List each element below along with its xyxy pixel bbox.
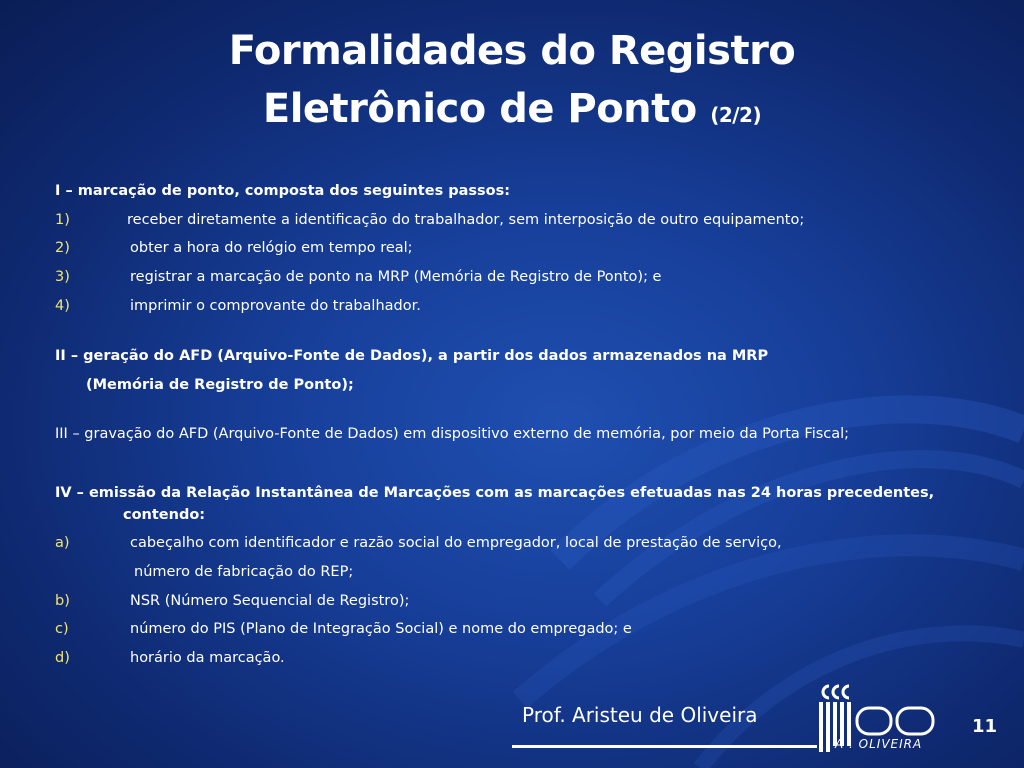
list-item (55, 267, 661, 287)
list-text: obter a hora do relógio em tempo real; (130, 240, 413, 256)
list-item (55, 533, 782, 553)
title-line-1: Formalidades do Registro (228, 28, 796, 74)
list-marker: 2) (55, 240, 70, 256)
section-i-heading: I – marcação de ponto, composta dos seguintes passos: (55, 183, 511, 199)
section-iii-line-1: III – gravação do AFD (Arquivo-Fonte de Dados) em dispositivo externo de memória, por meio da Porta Fiscal; (55, 426, 850, 442)
slide-title (0, 22, 1024, 144)
list-text: registrar a marcação de ponto na MRP (Memória de Registro de Ponto); e (130, 269, 662, 285)
section-iv-line-2: contendo: (123, 507, 206, 523)
logo-text: A . OLIVEIRA (835, 737, 923, 751)
list-text: receber diretamente a identificação do trabalhador, sem interposição de outro equipamento; (127, 212, 805, 228)
list-text: número do PIS (Plano de Integração Social) e nome do empregado; e (130, 621, 632, 637)
list-marker: 1) (55, 212, 70, 228)
list-marker: 3) (55, 269, 70, 285)
list-text: imprimir o comprovante do trabalhador. (130, 298, 421, 314)
list-item (55, 238, 413, 258)
list-marker: b) (55, 593, 70, 609)
list-item (55, 210, 804, 230)
list-text: cabeçalho com identificador e razão social do empregador, local de prestação de serviço, (130, 535, 782, 551)
section-ii-line-1: II – geração do AFD (Arquivo-Fonte de Dados), a partir dos dados armazenados na MRP (55, 348, 769, 364)
title-suffix: (2/2) (710, 103, 762, 127)
section-iv-line-1: IV – emissão da Relação Instantânea de Marcações com as marcações efetuadas nas 24 horas precedentes, (55, 485, 935, 501)
section-ii-line-2: (Memória de Registro de Ponto); (86, 377, 354, 393)
list-item (55, 619, 632, 639)
footer-divider (512, 745, 817, 748)
list-marker: a) (55, 535, 70, 551)
list-item-continuation: número de fabricação do REP; (134, 564, 354, 580)
title-line-2 (0, 80, 1024, 144)
list-marker: d) (55, 650, 70, 666)
list-marker: 4) (55, 298, 70, 314)
author-name: Prof. Aristeu de Oliveira (522, 703, 758, 727)
list-marker: c) (55, 621, 69, 637)
list-text: NSR (Número Sequencial de Registro); (130, 593, 410, 609)
list-item (55, 648, 285, 668)
list-item (55, 296, 421, 316)
title-line-2-text: Eletrônico de Ponto (262, 86, 697, 132)
list-item (55, 591, 409, 611)
list-text: horário da marcação. (130, 650, 285, 666)
page-number: 11 (972, 716, 998, 737)
